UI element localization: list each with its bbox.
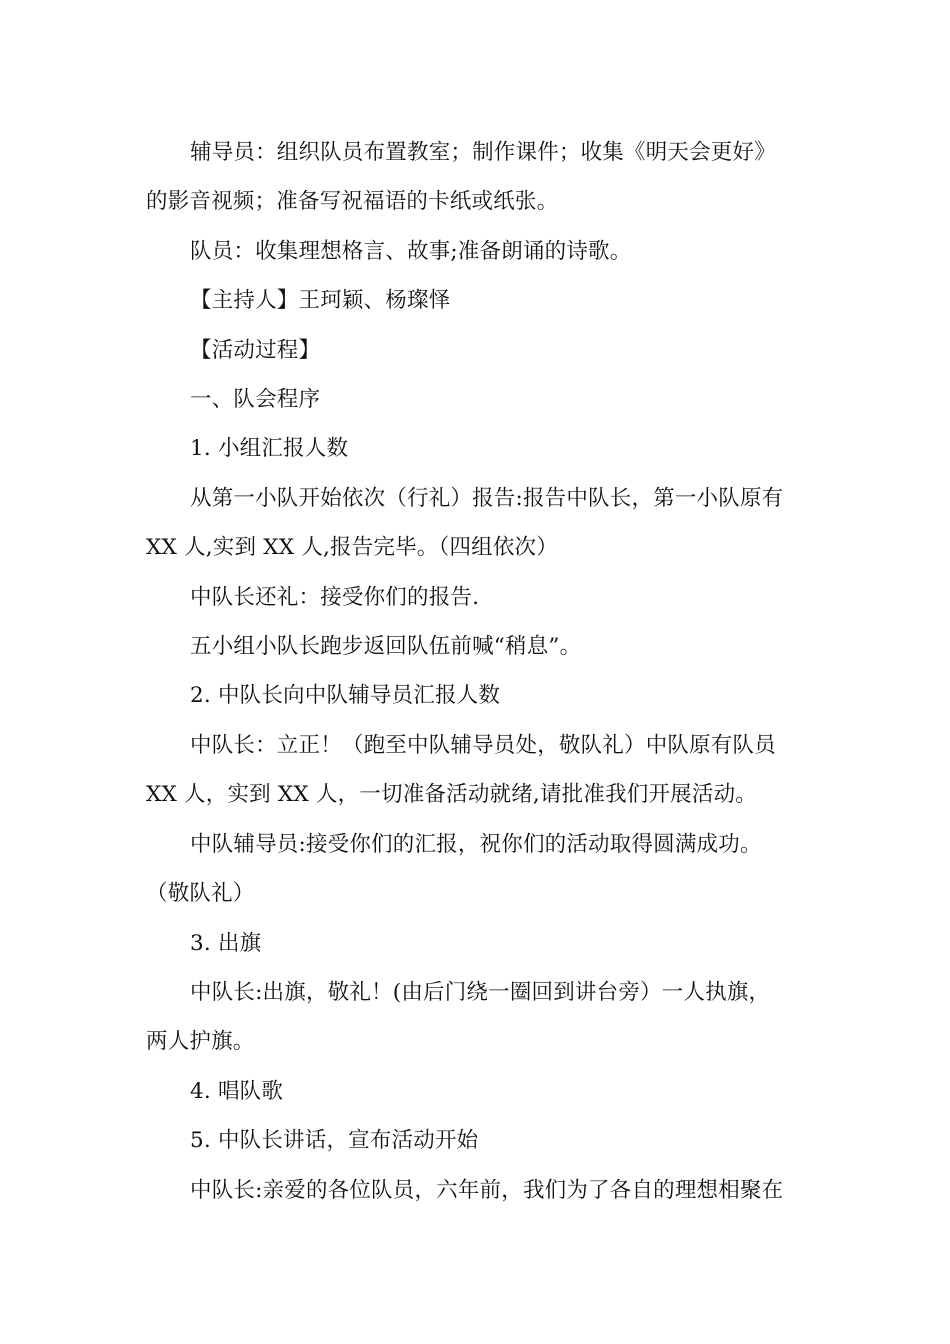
paragraph-line: （敬队礼） bbox=[146, 881, 255, 907]
paragraph-line: 中队长：立正！（跑至中队辅导员处，敬队礼）中队原有队员 bbox=[190, 732, 776, 758]
list-item-5: 5. 中队长讲话，宣布活动开始 bbox=[190, 1128, 479, 1154]
paragraph-line: 五小组小队长跑步返回队伍前喊“稍息”。 bbox=[190, 634, 582, 660]
paragraph-line: 的影音视频；准备写祝福语的卡纸或纸张。 bbox=[146, 189, 559, 215]
paragraph-line: 中队长还礼：接受你们的报告. bbox=[190, 584, 480, 610]
paragraph-line: XX 人，实到 XX 人，一切准备活动就绪,请批准我们开展活动。 bbox=[146, 782, 757, 808]
list-item-4: 4. 唱队歌 bbox=[190, 1078, 284, 1104]
paragraph-line: 中队辅导员:接受你们的汇报，祝你们的活动取得圆满成功。 bbox=[190, 831, 762, 857]
paragraph-line: XX 人,实到 XX 人,报告完毕。（四组依次） bbox=[146, 535, 558, 561]
paragraph-line: 两人护旗。 bbox=[146, 1029, 255, 1055]
document-body bbox=[146, 128, 808, 1215]
section-heading-process: 【活动过程】 bbox=[190, 337, 321, 363]
list-item-1: 1. 小组汇报人数 bbox=[190, 436, 349, 462]
paragraph-line: 中队长:出旗，敬礼！(由后门绕一圈回到讲台旁）一人执旗， bbox=[190, 979, 771, 1005]
paragraph-line: 队员：收集理想格言、故事;准备朗诵的诗歌。 bbox=[190, 238, 632, 264]
list-item-2: 2. 中队长向中队辅导员汇报人数 bbox=[190, 683, 501, 709]
list-item-3: 3. 出旗 bbox=[190, 930, 262, 956]
paragraph-line: 辅导员：组织队员布置教室；制作课件；收集《明天会更好》 bbox=[190, 140, 776, 165]
paragraph-line: 中队长:亲爱的各位队员，六年前，我们为了各自的理想相聚在 bbox=[190, 1177, 784, 1203]
section-heading-program: 一、队会程序 bbox=[190, 387, 321, 413]
section-heading-host: 【主持人】王珂颖、杨璨怿 bbox=[190, 288, 451, 314]
paragraph-line: 从第一小队开始依次（行礼）报告:报告中队长，第一小队原有 bbox=[190, 485, 784, 511]
